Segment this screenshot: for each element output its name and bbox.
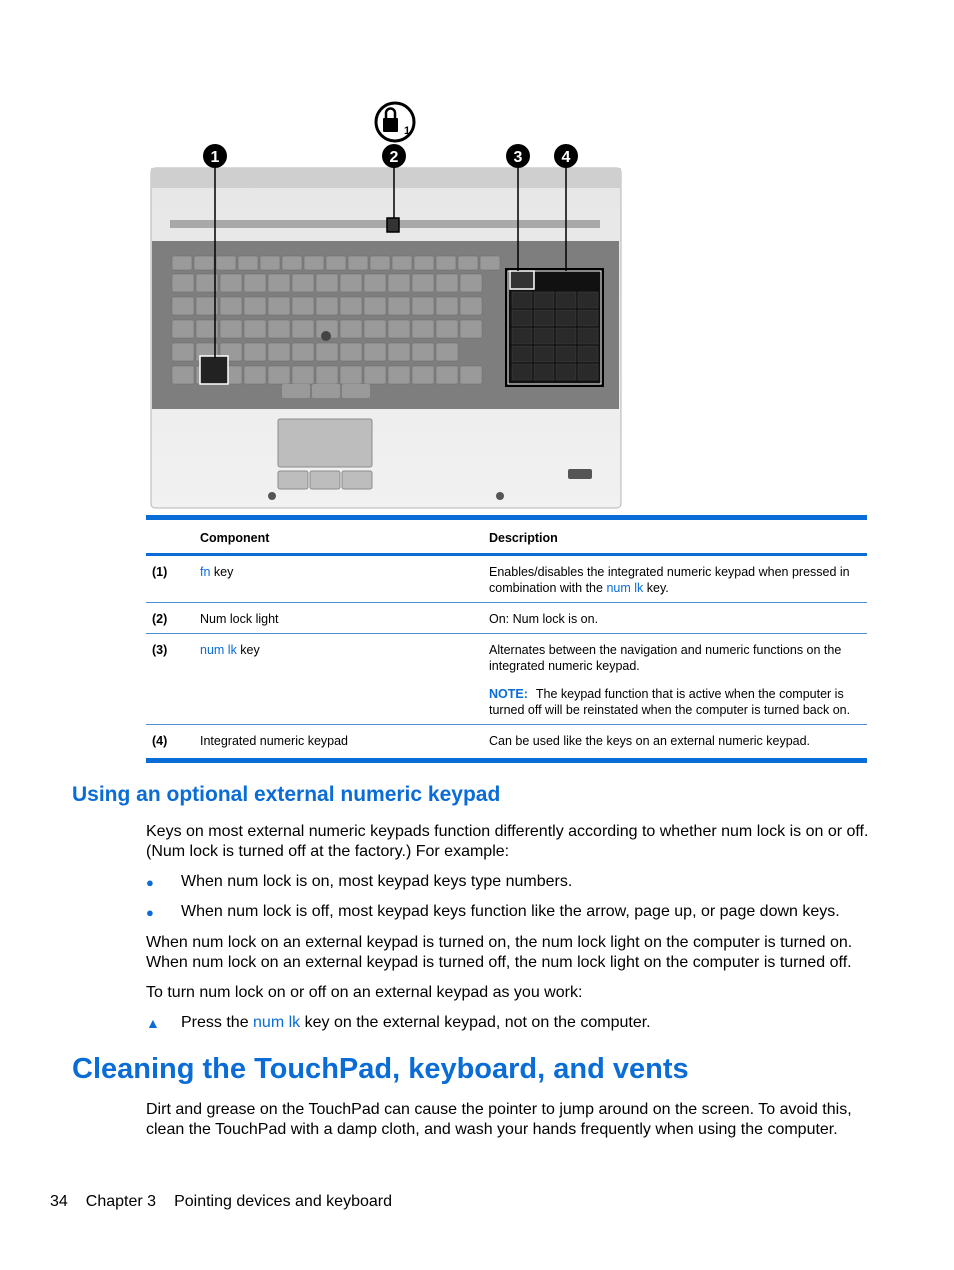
callout-2 [382, 144, 406, 168]
keyboard-key [388, 366, 410, 384]
chapter-title: Pointing devices and keyboard [174, 1193, 392, 1210]
row-number: (2) [146, 603, 194, 634]
table-row [146, 603, 867, 634]
callout-1 [203, 144, 227, 168]
keyboard-key [194, 256, 214, 270]
component-cell: fn key [194, 555, 483, 603]
paragraph: When num lock on an external keypad is turned on, the num lock light on the computer is turned on. When num lock on an external keypad is turned off, the num lock light on the computer is turned off. [146, 934, 853, 971]
intro-paragraph: Keys on most external numeric keypads function differently according to whether num lock is on or off. (Num lock is turned off at the factory.) For example: [146, 823, 869, 860]
keyboard-key [460, 320, 482, 338]
keyboard-key [172, 256, 192, 270]
row-number: (1) [146, 555, 194, 603]
keyboard-key [412, 297, 434, 315]
keyboard-key [340, 297, 362, 315]
lock-icon [376, 103, 414, 141]
paragraph: Dirt and grease on the TouchPad can cause the pointer to jump around on the screen. To avoid this, clean the TouchPad with a damp cloth, and wash your hands frequently when using the computer. [146, 1101, 852, 1138]
keyboard-key [292, 297, 314, 315]
svg-text:1: 1 [210, 149, 220, 166]
keyboard-key [436, 274, 458, 292]
keyboard-key [340, 274, 362, 292]
keyboard-key [244, 320, 266, 338]
keyboard-key [364, 366, 386, 384]
keyboard-key [388, 274, 410, 292]
keyboard-key [220, 297, 242, 315]
numpad-key [534, 328, 554, 344]
description-cell: Can be used like the keys on an external numeric keypad. [483, 725, 867, 761]
numpad-key [534, 364, 554, 380]
keyboard-key [460, 297, 482, 315]
keyboard-key [388, 297, 410, 315]
keyboard-key [460, 366, 482, 384]
keyboard-key [340, 320, 362, 338]
numpad-key [512, 346, 532, 362]
keyboard-key [364, 274, 386, 292]
keyboard-key [244, 366, 266, 384]
svg-text:3: 3 [513, 149, 523, 166]
component-header: Component [194, 518, 483, 555]
row-number: (3) [146, 634, 194, 725]
svg-text:1: 1 [404, 125, 411, 137]
keyboard-key [220, 274, 242, 292]
numpad-key [578, 310, 598, 326]
numpad-key [556, 292, 576, 308]
numpad-key [512, 310, 532, 326]
keyboard-key [220, 320, 242, 338]
numpad-key [578, 346, 598, 362]
keyboard-key [388, 320, 410, 338]
note: NOTE: The keypad function that is active when the computer is turned off will be reinstated when the computer is turned back on. [489, 687, 851, 717]
keyboard-key [292, 320, 314, 338]
keyboard-key [316, 274, 338, 292]
svg-text:4: 4 [561, 149, 571, 166]
keyboard-key [316, 297, 338, 315]
keyboard-key [364, 320, 386, 338]
keyboard-key [238, 256, 258, 270]
keyboard-key [216, 256, 236, 270]
keyboard-key [364, 343, 386, 361]
keyboard-key [412, 320, 434, 338]
component-cell: Num lock light [194, 603, 483, 634]
numpad-key [556, 346, 576, 362]
keyboard-key [172, 366, 194, 384]
keyboard-key [370, 256, 390, 270]
numpad-key [512, 364, 532, 380]
description-cell: On: Num lock is on. [483, 603, 867, 634]
keyboard-key [326, 256, 346, 270]
numpad-key [578, 292, 598, 308]
keyboard-key [292, 343, 314, 361]
page-number: 34 [50, 1193, 68, 1210]
keyboard-key [172, 274, 194, 292]
keyboard-key [244, 297, 266, 315]
keyboard-key [268, 297, 290, 315]
description-header: Description [483, 518, 867, 555]
paragraph: To turn num lock on or off on an external keypad as you work: [146, 984, 583, 1001]
page-footer [50, 1193, 410, 1211]
numpad-key [556, 328, 576, 344]
keyboard-key [304, 256, 324, 270]
keyboard-key [348, 256, 368, 270]
svg-text:2: 2 [389, 149, 399, 166]
keyboard-key [340, 366, 362, 384]
keyboard-figure [140, 96, 630, 514]
keyboard-key [414, 256, 434, 270]
keyboard-key [436, 297, 458, 315]
numpad-key [578, 328, 598, 344]
keyboard-key [244, 343, 266, 361]
keyboard-key [436, 343, 458, 361]
keyboard-key [316, 366, 338, 384]
keyboard-key [316, 343, 338, 361]
num-lk-link[interactable]: num lk [200, 643, 237, 657]
component-cell: Integrated numeric keypad [194, 725, 483, 761]
page-title: Cleaning the TouchPad, keyboard, and vents [72, 1053, 689, 1085]
description-cell: Enables/disables the integrated numeric keypad when pressed in combination with the num lk key. [483, 555, 867, 603]
numpad-key [534, 292, 554, 308]
keyboard-key [458, 256, 478, 270]
keyboard-key [460, 274, 482, 292]
keyboard-key [412, 343, 434, 361]
numpad-key [512, 292, 532, 308]
bullet-icon: ● [146, 905, 154, 920]
keyboard-key [172, 297, 194, 315]
num-lk-link[interactable]: num lk [606, 581, 644, 595]
table-row [146, 725, 867, 761]
component-table [146, 515, 867, 763]
fn-link[interactable]: fn [200, 565, 211, 579]
keyboard-key [412, 366, 434, 384]
table-row [146, 634, 867, 725]
keyboard-key [268, 320, 290, 338]
chapter-label: Chapter 3 [85, 1193, 157, 1210]
keyboard-key [436, 256, 456, 270]
keyboard-key [388, 343, 410, 361]
keyboard-key [172, 343, 194, 361]
numpad-key [534, 310, 554, 326]
bullet-icon: ● [146, 875, 154, 890]
keyboard-key [340, 343, 362, 361]
keyboard-key [480, 256, 500, 270]
callout-3 [506, 144, 530, 168]
description-cell: Alternates between the navigation and numeric functions on the integrated numeric keypad. NOTE: The keypad function that is active when the computer is turned off will be reinstated when the computer is turned back on. [483, 634, 867, 725]
keyboard-key [268, 366, 290, 384]
table-header-row [146, 518, 867, 555]
numpad-key [556, 310, 576, 326]
component-cell: num lk key [194, 634, 483, 725]
keyboard-key [364, 297, 386, 315]
numpad-key [578, 364, 598, 380]
keyboard-key [268, 274, 290, 292]
numpad-key [556, 364, 576, 380]
keyboard-key [392, 256, 412, 270]
keyboard-key [268, 343, 290, 361]
keyboard-key [260, 256, 280, 270]
keyboard-key [172, 320, 194, 338]
keyboard-key [412, 274, 434, 292]
section-heading: Using an optional external numeric keypad [72, 783, 501, 806]
note-label: NOTE: [489, 687, 528, 701]
callout-4 [554, 144, 578, 168]
keyboard-key [436, 366, 458, 384]
keyboard-key [436, 320, 458, 338]
row-number: (4) [146, 725, 194, 761]
keyboard-key [292, 274, 314, 292]
numpad-key [534, 346, 554, 362]
keyboard-key [292, 366, 314, 384]
table-row [146, 555, 867, 603]
num-header [146, 518, 194, 555]
keyboard-key [244, 274, 266, 292]
numpad-key [512, 328, 532, 344]
num-lk-link[interactable]: num lk [253, 1014, 301, 1031]
triangle-step-icon: ▲ [146, 1015, 160, 1031]
keyboard-key [282, 256, 302, 270]
